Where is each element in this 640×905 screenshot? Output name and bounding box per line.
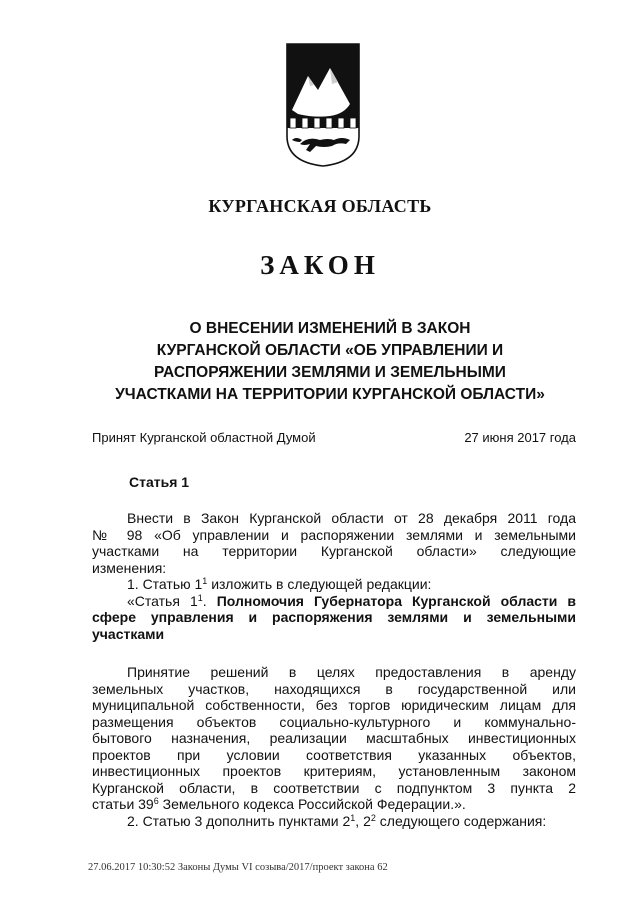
text-line: земельных участков, находящихся в государственной или xyxy=(92,680,576,697)
adoption-label: Принят Курганской областной Думой xyxy=(92,430,316,445)
law-title xyxy=(80,318,580,406)
document-type-heading: ЗАКОН xyxy=(260,250,380,280)
amendment-item-1: 1. Статью $1^1$ изложить в следующей редакции: xyxy=(127,576,432,592)
law-title-line: РАСПОРЯЖЕНИИ ЗЕМЛЯМИ И ЗЕМЕЛЬНЫМИ xyxy=(154,364,506,381)
text-line: Внести в Закон Курганской области от 28 декабря 2011 года xyxy=(127,510,576,526)
adoption-date: 27 июня 2017 года xyxy=(464,430,576,445)
text-line: изменения: xyxy=(92,559,167,576)
law-title-line: О ВНЕСЕНИИ ИЗМЕНЕНИЙ В ЗАКОН xyxy=(189,320,471,337)
quoted-article-heading-cont: сфере управления и распоряжения землями и земельными xyxy=(92,609,576,625)
quoted-article-heading: «Статья $1^1$. Полномочия Губернатора Курганской области в xyxy=(127,592,577,609)
adoption-line xyxy=(92,430,576,445)
amendment-item-2: 2. Статью 3 дополнить пунктами $2^1$, $2^2$ следующего содержания: xyxy=(127,812,547,829)
text-line: размещения объектов социально-культурного и коммунально- xyxy=(92,713,576,730)
text-line: инвестиционных проектов критериям, установленным законом xyxy=(92,763,576,779)
text-line: № 98 «Об управлении и распоряжении землями и земельными xyxy=(92,526,576,543)
text-line: проектов при условии соответствия указанных объектов, xyxy=(92,746,576,763)
text-line: участками на территории Курганской области» следующие xyxy=(92,543,576,559)
article-heading: Статья 1 xyxy=(129,474,190,490)
text-line: статьи $39^6$ Земельного кодекса Российской Федерации.». xyxy=(92,796,466,812)
text-line: бытового назначения, реализации масштабных инвестиционных xyxy=(92,730,576,746)
region-name: КУРГАНСКАЯ ОБЛАСТЬ xyxy=(208,196,432,216)
paragraph-quoted-text xyxy=(92,664,576,829)
paragraph-intro xyxy=(92,510,576,642)
page-footer: 27.06.2017 10:30:52 Законы Думы VI созыва/2017/проект закона 62 xyxy=(88,862,388,873)
text-line: Курганской области, в соответствии с подпунктом 3 пункта 2 xyxy=(92,779,576,796)
text-line: Принятие решений в целях предоставления в аренду xyxy=(127,664,576,680)
text-line: муниципальной собственности, без торгов юридическим лицам для xyxy=(92,697,576,713)
coat-of-arms-emblem xyxy=(284,40,362,168)
quoted-article-heading-end: участками xyxy=(92,625,165,642)
law-title-line: УЧАСТКАМИ НА ТЕРРИТОРИИ КУРГАНСКОЙ ОБЛАСТИ» xyxy=(115,386,545,403)
law-title-line: КУРГАНСКОЙ ОБЛАСТИ «ОБ УПРАВЛЕНИИ И xyxy=(156,342,504,359)
